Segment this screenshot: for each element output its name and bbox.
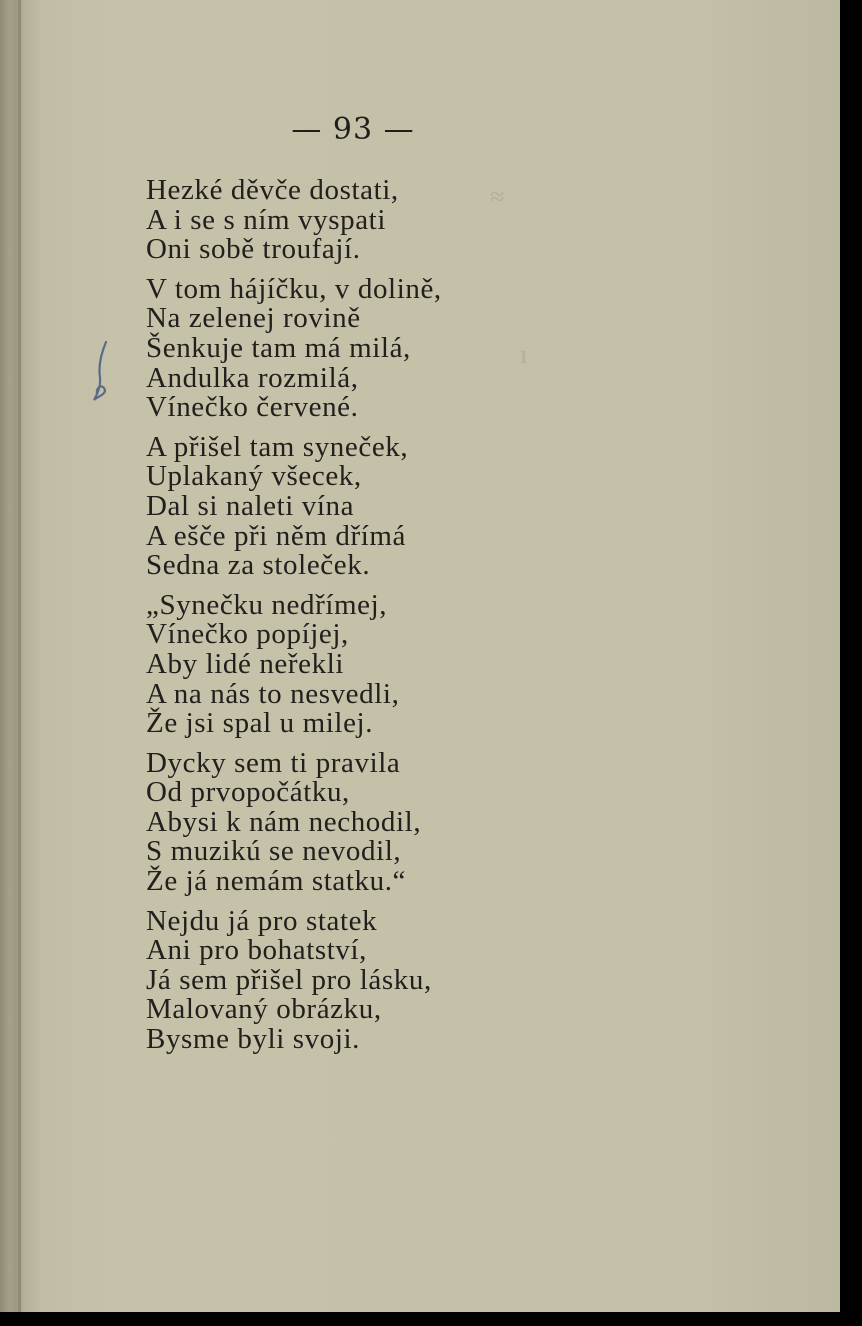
poem-body — [146, 176, 566, 1065]
poem-line: „Synečku nedřímej, — [146, 588, 388, 621]
poem-line: Dycky sem ti pravila — [146, 746, 401, 779]
poem-line: A i se s ním vyspati — [146, 203, 386, 236]
poem-line: A ešče při něm dřímá — [146, 519, 407, 552]
poem-line: S muzikú se nevodil, — [146, 835, 402, 868]
poem-line: V tom hájíčku, v dolině, — [146, 272, 442, 305]
poem-stanza — [146, 588, 566, 740]
handwritten-pencil-mark-icon — [88, 338, 118, 408]
bleed-through-text: ı — [520, 340, 528, 369]
page-number: — 93 — — [291, 112, 415, 147]
poem-line: Vínečko červené. — [146, 391, 359, 424]
poem-line: Abysi k nám nechodil, — [146, 805, 422, 838]
poem-line: A na nás to nesvedli, — [146, 677, 400, 710]
poem-line: Já sem přišel pro lásku, — [146, 963, 432, 996]
poem-line: Uplakaný všecek, — [146, 460, 362, 493]
poem-line: Nejdu já pro statek — [146, 904, 378, 937]
poem-line: Ani pro bohatství, — [146, 934, 368, 967]
bleed-through-text: ≈ — [490, 182, 505, 211]
poem-line: Hezké děvče dostati, — [146, 174, 399, 206]
poem-line: Aby lidé neřekli — [146, 647, 345, 680]
poem-line: Vínečko popíjej, — [146, 618, 349, 651]
poem-stanza — [146, 176, 566, 265]
poem-line: Oni sobě troufají. — [146, 233, 361, 266]
poem-line: Od prvopočátku, — [146, 776, 350, 809]
poem-line: Dal si naleti vína — [146, 489, 355, 522]
poem-line: Sedna za stoleček. — [146, 549, 371, 582]
poem-stanza — [146, 904, 566, 1056]
spine-gutter-line — [18, 0, 21, 1312]
poem-stanza — [146, 430, 566, 582]
poem-stanza — [146, 746, 566, 898]
poem-stanza — [146, 272, 566, 424]
poem-line: Šenkuje tam má milá, — [146, 331, 411, 364]
poem-line: A přišel tam syneček, — [146, 430, 409, 463]
poem-line: Bysme byli svoji. — [146, 1023, 361, 1056]
poem-line: Andulka rozmilá, — [146, 361, 359, 394]
poem-line: Na zelenej rovině — [146, 302, 361, 335]
poem-line: Že já nemám statku.“ — [146, 865, 407, 898]
poem-line: Že jsi spal u milej. — [146, 707, 374, 740]
poem-line: Malovaný obrázku, — [146, 993, 382, 1026]
